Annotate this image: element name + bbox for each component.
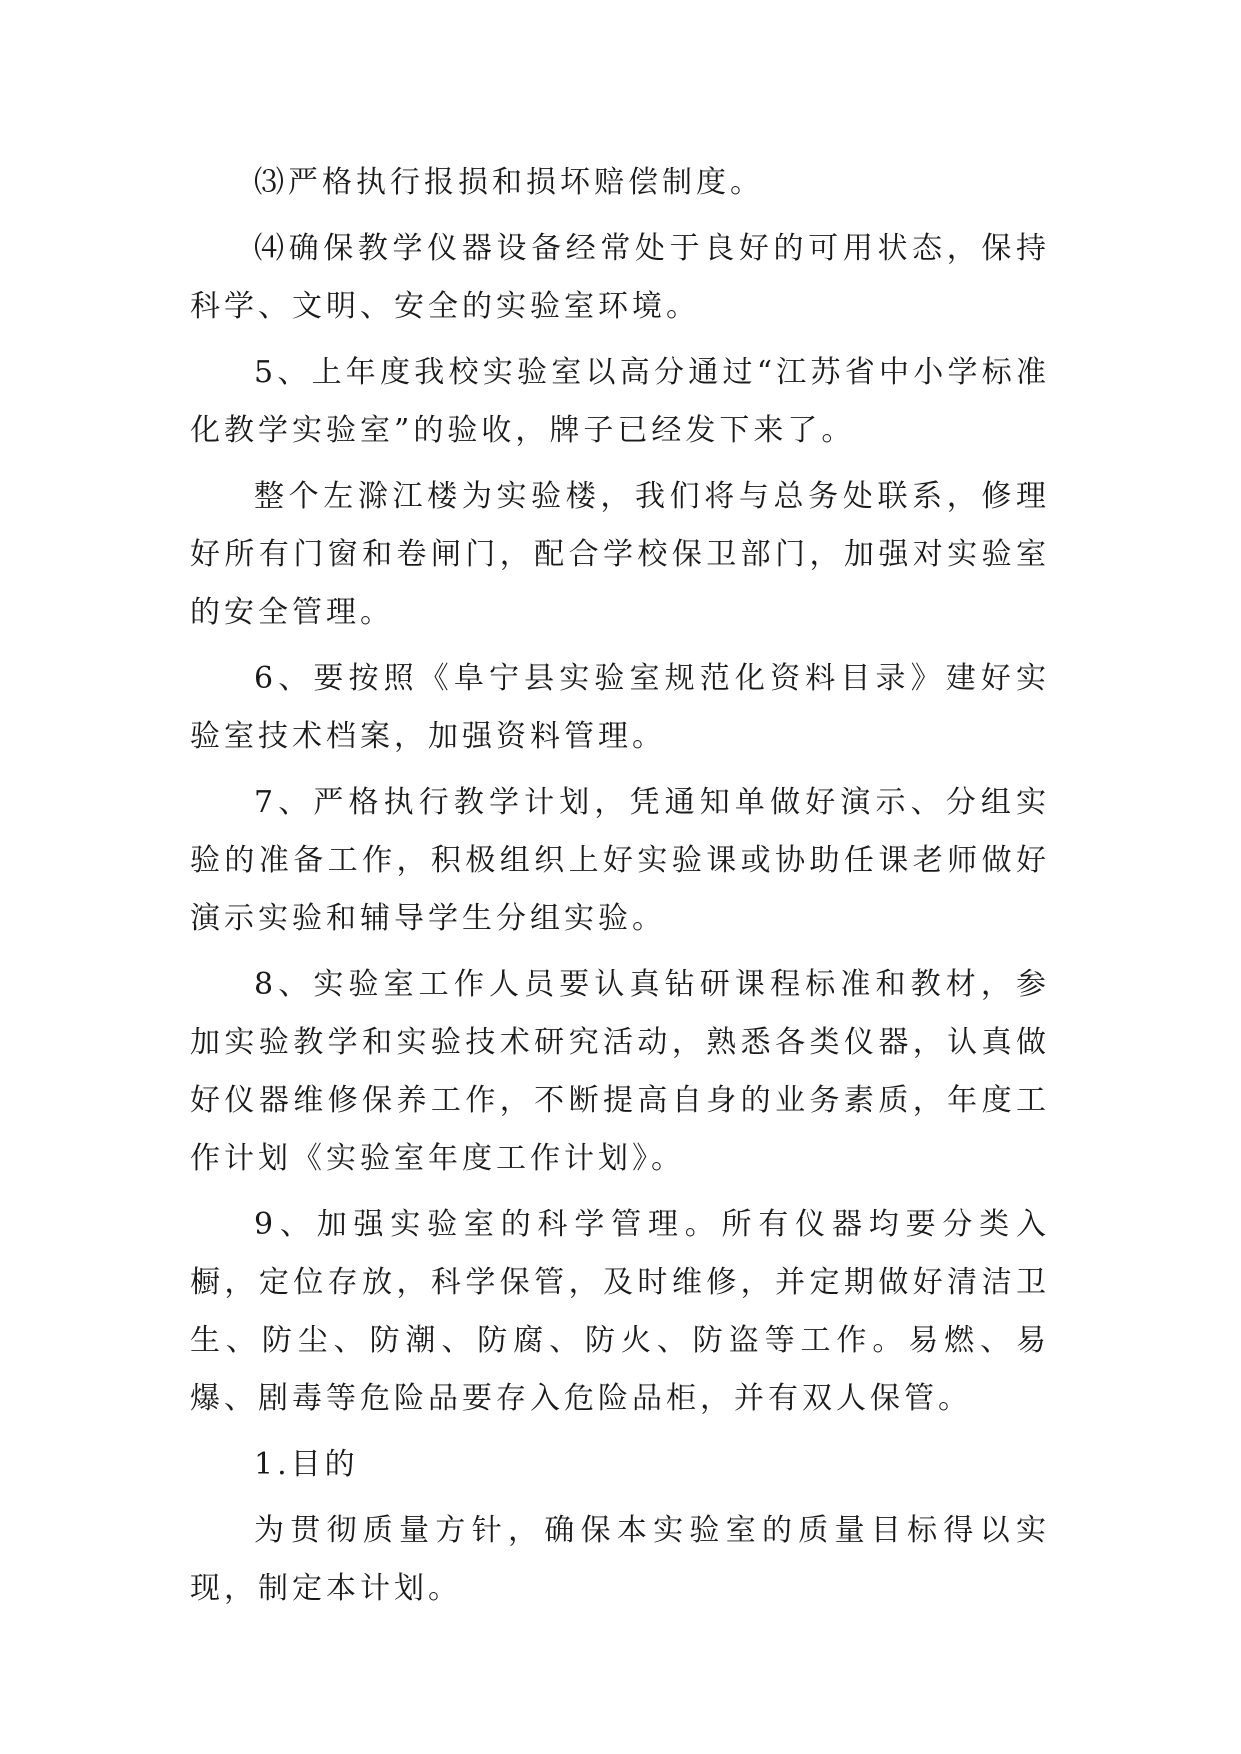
paragraph-item-9-management: 9、加强实验室的科学管理。所有仪器均要分类入橱，定位存放，科学保管，及时维修，并定期做好清洁卫生、防尘、防潮、防腐、防火、防盗等工作。易燃、易爆、剧毒等危险品要存入危险品柜，并有双人保管。 xyxy=(190,1207,1050,1416)
paragraph-item-6-archives: 6、要按照《阜宁县实验室规范化资料目录》建好实验室技术档案，加强资料管理。 xyxy=(190,661,1050,754)
paragraph-item-7-teaching-plan: 7、严格执行教学计划，凭通知单做好演示、分组实验的准备工作，积极组织上好实验课或协助任课老师做好演示实验和辅导学生分组实验。 xyxy=(190,785,1050,936)
section-heading-purpose: 1.目的 xyxy=(254,1447,359,1482)
paragraph-damage-compensation: ⑶严格执行报损和损坏赔偿制度。 xyxy=(254,165,764,200)
paragraph-item-5-acceptance: 5、上年度我校实验室以高分通过“江苏省中小学标准化教学实验室”的验收，牌子已经发下来了。 xyxy=(190,355,1050,448)
paragraph-equipment-condition: ⑷确保教学仪器设备经常处于良好的可用状态，保持科学、文明、安全的实验室环境。 xyxy=(190,231,1050,324)
document-body xyxy=(190,154,1050,1626)
paragraph-item-8-staff: 8、实验室工作人员要认真钻研课程标准和教材，参加实验教学和实验技术研究活动，熟悉各类仪器，认真做好仪器维修保养工作，不断提高自身的业务素质，年度工作计划《实验室年度工作计划》。 xyxy=(190,967,1050,1176)
paragraph-purpose-text: 为贯彻质量方针，确保本实验室的质量目标得以实现，制定本计划。 xyxy=(190,1513,1050,1606)
paragraph-building-security: 整个左滁江楼为实验楼，我们将与总务处联系，修理好所有门窗和卷闸门，配合学校保卫部门，加强对实验室的安全管理。 xyxy=(190,479,1050,630)
